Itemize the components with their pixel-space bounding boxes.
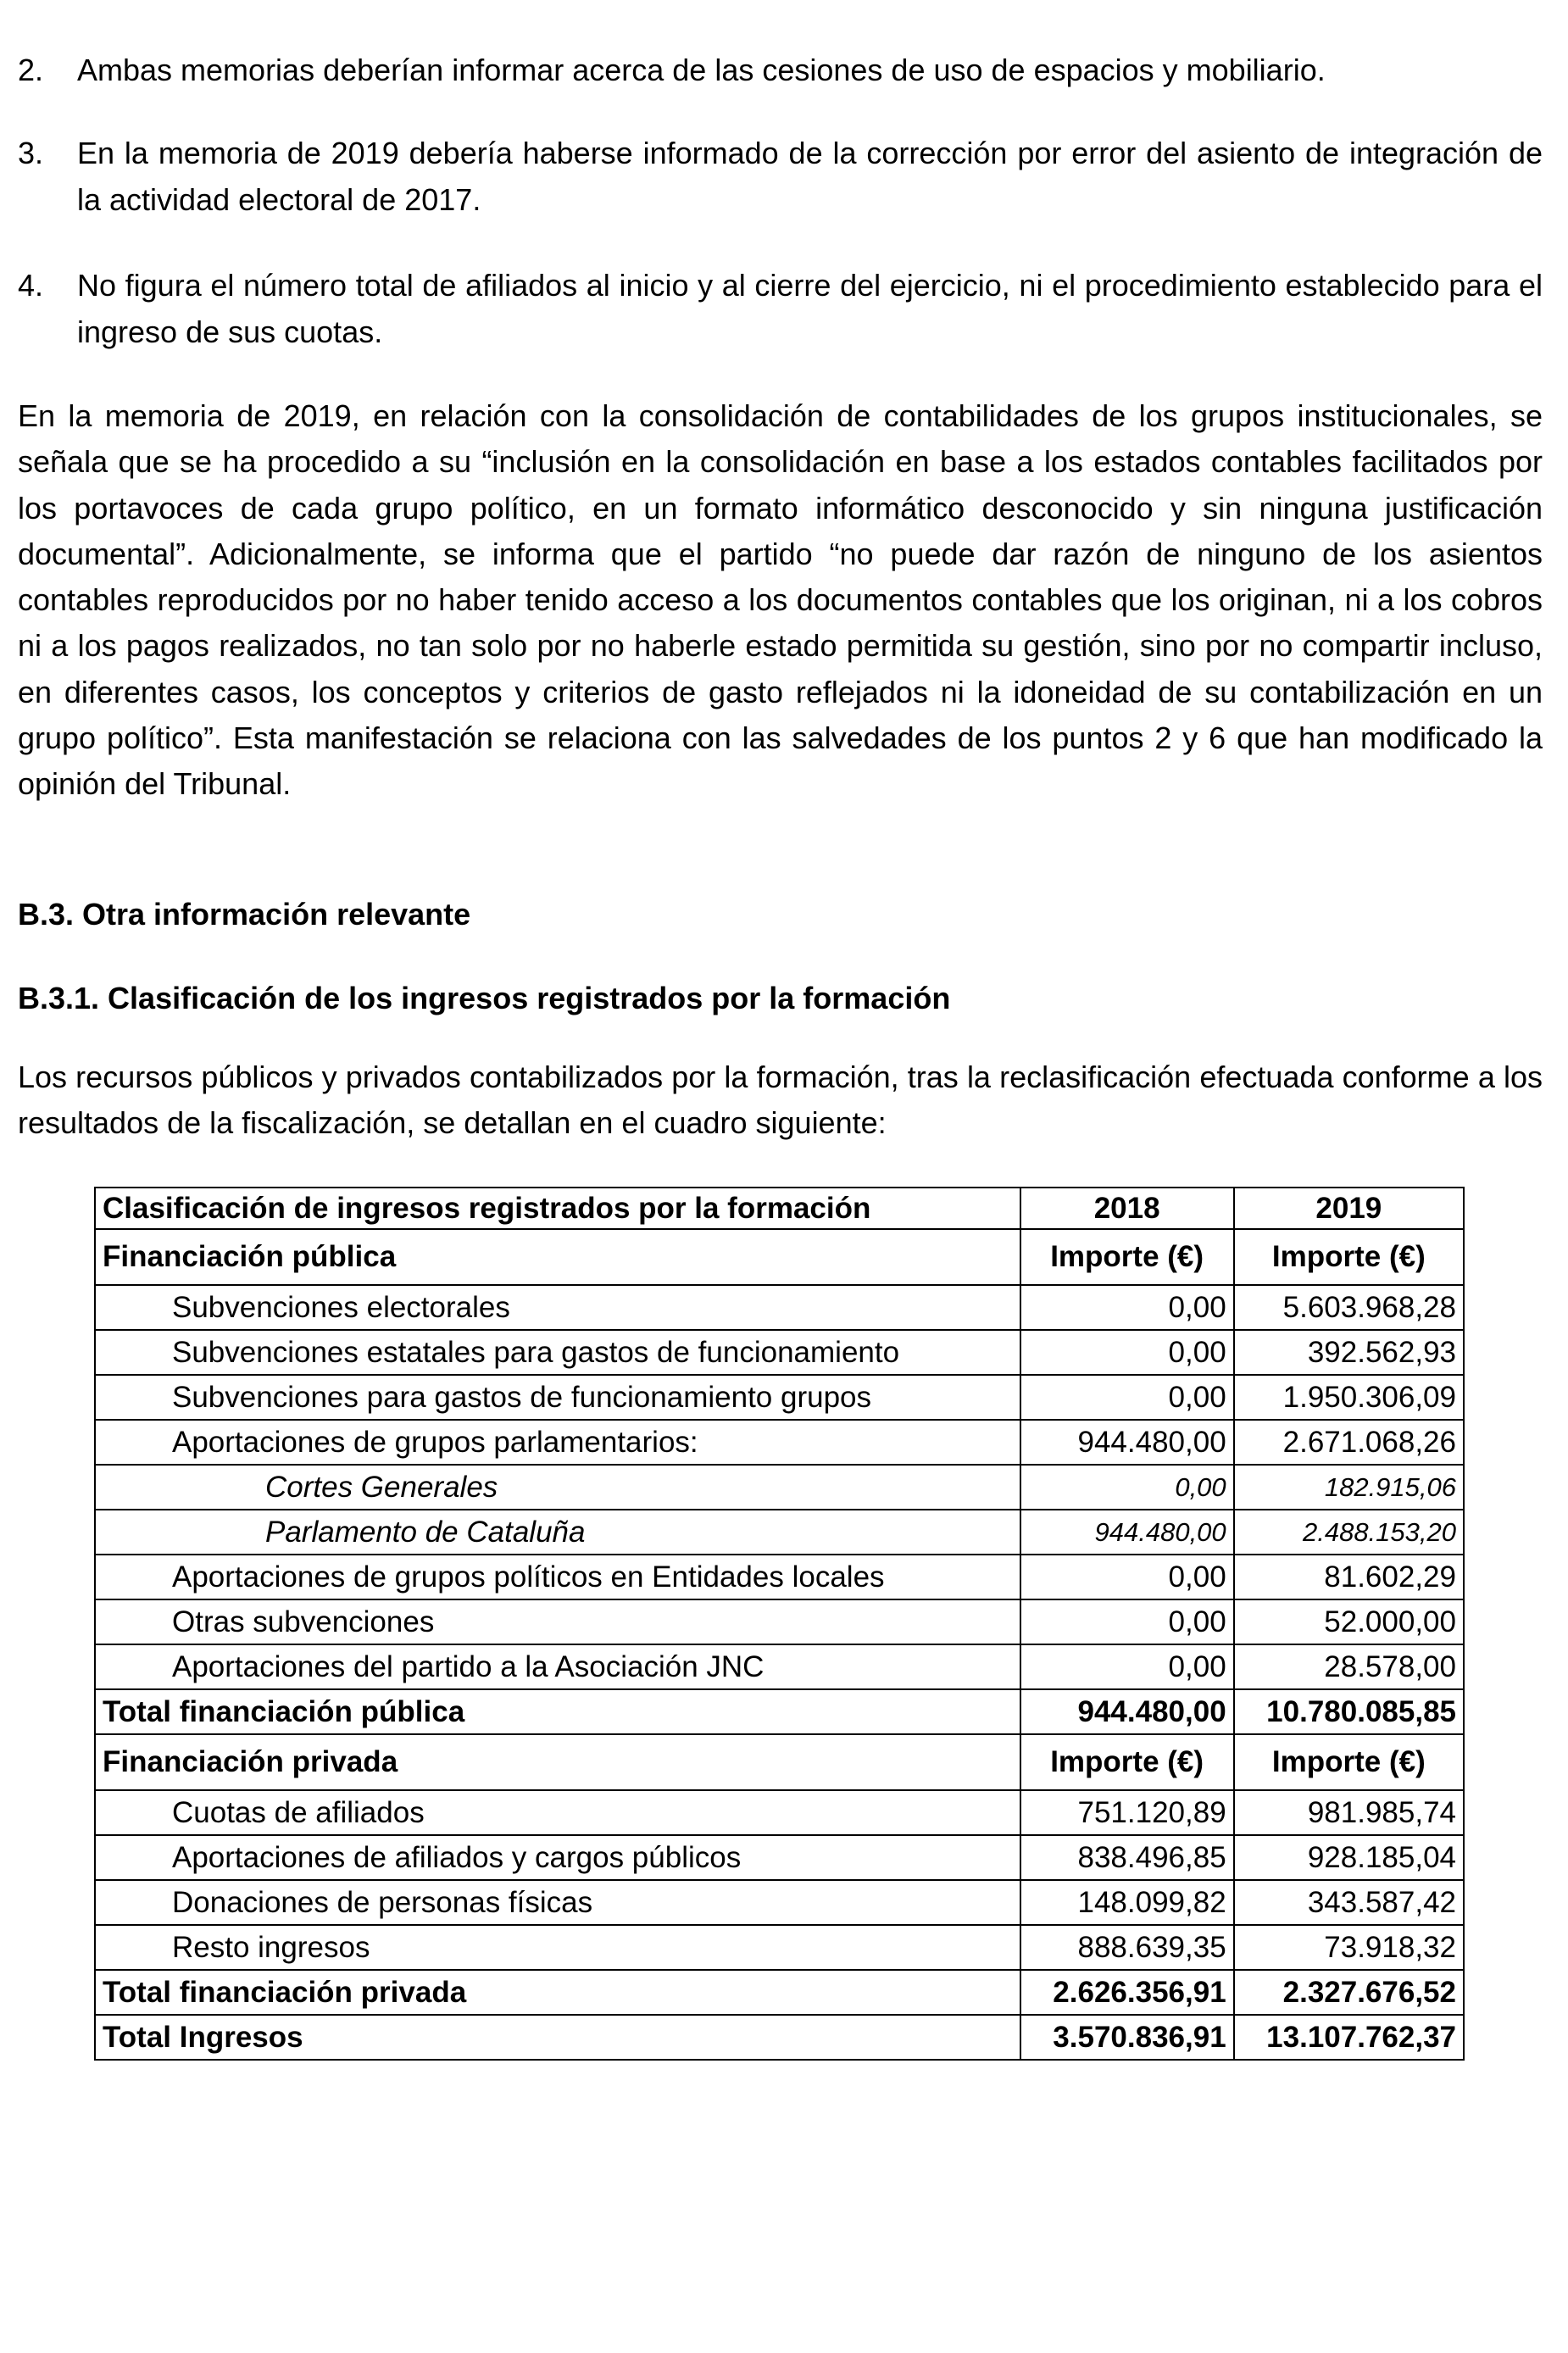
value-2019: 52.000,00 [1234,1599,1464,1644]
value-2018: 148.099,82 [1020,1880,1234,1925]
table-row [95,1644,1464,1689]
value-2018: Importe (€) [1020,1229,1234,1285]
table-row [95,1790,1464,1835]
value-2019: 182.915,06 [1234,1465,1464,1510]
row-label: Total Ingresos [95,2015,1020,2060]
total-row [95,1689,1464,1734]
list-number: 3. [18,136,44,170]
value-2019: 928.185,04 [1234,1835,1464,1880]
value-2018: 0,00 [1020,1465,1234,1510]
row-label: Aportaciones de grupos políticos en Entidades locales [95,1555,1020,1599]
value-2019: 392.562,93 [1234,1330,1464,1375]
value-2019: 10.780.085,85 [1234,1689,1464,1734]
heading-b31: B.3.1. Clasificación de los ingresos registrados por la formación [18,981,951,1015]
row-label: Otras subvenciones [95,1599,1020,1644]
value-2018: Importe (€) [1020,1734,1234,1790]
value-2018: 944.480,00 [1020,1420,1234,1465]
header-cell: 2018 [1020,1188,1234,1229]
row-label: Cuotas de afiliados [95,1790,1020,1835]
paragraph-intro-table: Los recursos públicos y privados contabilizados por la formación, tras la reclasificación efectuada conforme a los resultados de la fiscalización, se detallan en el cuadro siguiente: [18,1060,1543,1141]
value-2018: 3.570.836,91 [1020,2015,1234,2060]
value-2018: 0,00 [1020,1285,1234,1330]
list-text: No figura el número total de afiliados al inicio y al cierre del ejercicio, ni el procedimiento establecido para el ingreso de sus cuotas. [77,268,1543,349]
total-row [95,2015,1464,2060]
table-row [95,1510,1464,1555]
list-item-3 [18,130,1543,223]
row-label: Donaciones de personas físicas [95,1880,1020,1925]
value-2018: 2.626.356,91 [1020,1970,1234,2015]
value-2018: 0,00 [1020,1330,1234,1375]
value-2019: 5.603.968,28 [1234,1285,1464,1330]
row-label: Aportaciones de afiliados y cargos públicos [95,1835,1020,1880]
table-row [95,1880,1464,1925]
table-row [95,1835,1464,1880]
row-label: Parlamento de Cataluña [95,1510,1020,1555]
value-2019: 2.488.153,20 [1234,1510,1464,1555]
value-2018: 0,00 [1020,1599,1234,1644]
heading-b3: B.3. Otra información relevante [18,897,471,932]
value-2018: 888.639,35 [1020,1925,1234,1970]
section-header-row [95,1229,1464,1285]
value-2019: Importe (€) [1234,1734,1464,1790]
list-number: 4. [18,268,44,303]
value-2019: 73.918,32 [1234,1925,1464,1970]
list-item-4 [18,262,1543,355]
row-label: Subvenciones electorales [95,1285,1020,1330]
table-row [95,1465,1464,1510]
list-text: Ambas memorias deberían informar acerca de las cesiones de uso de espacios y mobiliario. [77,53,1326,87]
value-2019: 28.578,00 [1234,1644,1464,1689]
total-row [95,1970,1464,2015]
value-2018: 0,00 [1020,1644,1234,1689]
row-label: Total financiación pública [95,1689,1020,1734]
value-2019: 343.587,42 [1234,1880,1464,1925]
row-label: Resto ingresos [95,1925,1020,1970]
value-2018: 751.120,89 [1020,1790,1234,1835]
value-2018: 0,00 [1020,1555,1234,1599]
value-2018: 944.480,00 [1020,1689,1234,1734]
value-2018: 0,00 [1020,1375,1234,1420]
row-label: Financiación pública [95,1229,1020,1285]
value-2018: 944.480,00 [1020,1510,1234,1555]
table-row [95,1599,1464,1644]
row-label: Total financiación privada [95,1970,1020,2015]
value-2019: 2.327.676,52 [1234,1970,1464,2015]
row-label: Aportaciones del partido a la Asociación JNC [95,1644,1020,1689]
row-label: Financiación privada [95,1734,1020,1790]
table-row [95,1420,1464,1465]
list-number: 2. [18,53,44,87]
table-row [95,1925,1464,1970]
header-cell: Clasificación de ingresos registrados por la formación [95,1188,1020,1229]
section-header-row [95,1734,1464,1790]
table-row [95,1330,1464,1375]
paragraph-consolidation: En la memoria de 2019, en relación con la consolidación de contabilidades de los grupos institucionales, se señala que se ha procedido a su “inclusión en la consolidación en base a los estados contables facilitados por los portavoces de cada grupo político, en un formato informático desconocido y sin ninguna justificación documental”. Adicionalmente, se informa que el partido “no puede dar razón de ninguno de los asientos contables reproducidos por no haber tenido acceso a los documentos contables que los originan, ni a los cobros ni a los pagos realizados, no tan solo por no haberle estado permitida su gestión, sino por no compartir incluso, en diferentes casos, los conceptos y criterios de gasto reflejados ni la idoneidad de su contabilización en un grupo político”. Esta manifestación se relaciona con las salvedades de los puntos 2 y 6 que han modificado la opinión del Tribunal. [18,398,1543,802]
table-row [95,1285,1464,1330]
row-label: Aportaciones de grupos parlamentarios: [95,1420,1020,1465]
value-2019: 2.671.068,26 [1234,1420,1464,1465]
row-label: Cortes Generales [95,1465,1020,1510]
header-cell: 2019 [1234,1188,1464,1229]
list-text: En la memoria de 2019 debería haberse informado de la corrección por error del asiento de integración de la actividad electoral de 2017. [77,136,1543,217]
value-2019: Importe (€) [1234,1229,1464,1285]
list-item-2 [18,47,1543,93]
value-2019: 13.107.762,37 [1234,2015,1464,2060]
value-2018: 838.496,85 [1020,1835,1234,1880]
value-2019: 1.950.306,09 [1234,1375,1464,1420]
table-row [95,1555,1464,1599]
row-label: Subvenciones estatales para gastos de funcionamiento [95,1330,1020,1375]
income-table [94,1187,1465,2061]
row-label: Subvenciones para gastos de funcionamiento grupos [95,1375,1020,1420]
value-2019: 81.602,29 [1234,1555,1464,1599]
table-header-row [95,1188,1464,1229]
value-2019: 981.985,74 [1234,1790,1464,1835]
table-row [95,1375,1464,1420]
